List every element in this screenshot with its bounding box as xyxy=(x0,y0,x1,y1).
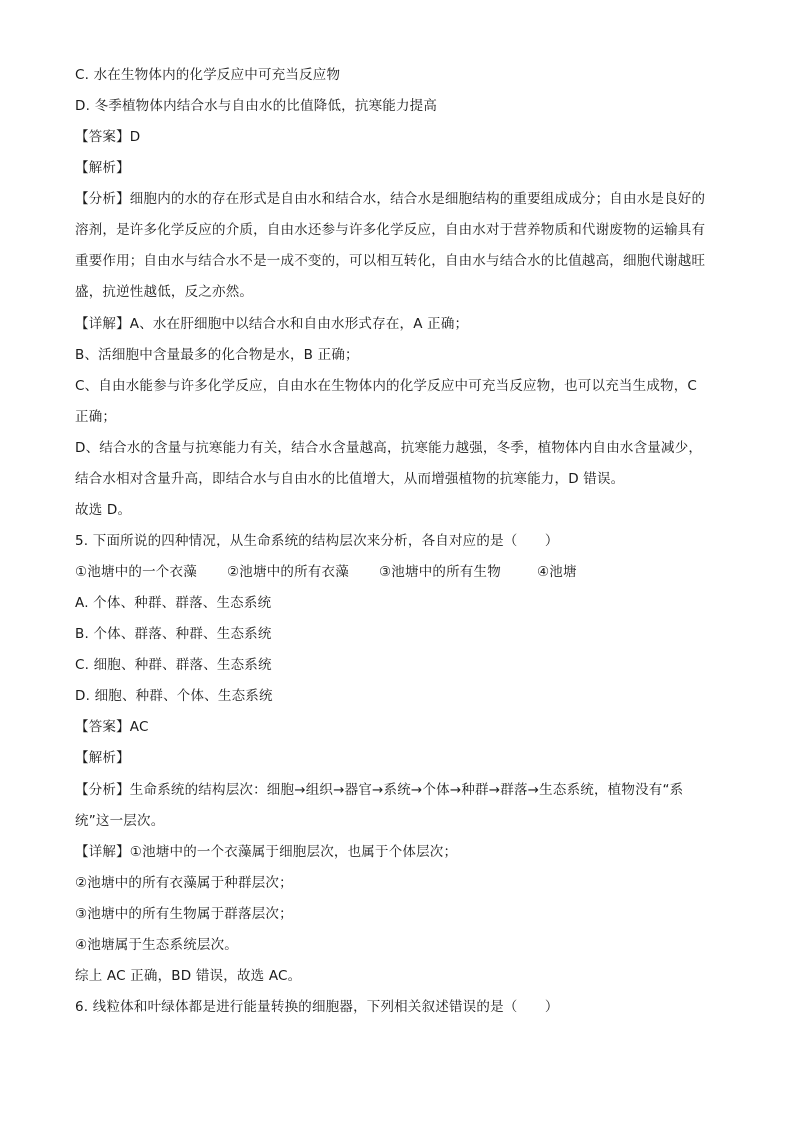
detail-line: 【详解】①池塘中的一个衣藻属于细胞层次，也属于个体层次； xyxy=(75,844,458,860)
option-b-text: B. 个体、群落、种群、生态系统 xyxy=(75,626,272,642)
situation-item: ①池塘中的一个衣藻 xyxy=(75,564,197,580)
option-c-text: C. 水在生物体内的化学反应中可充当反应物 xyxy=(75,67,341,83)
answer-label: 【答案】AC xyxy=(75,719,149,735)
analysis-heading: 【解析】 xyxy=(75,160,130,176)
analysis-paragraph-line: 溶剂，是许多化学反应的介质，自由水还参与许多化学反应，自由水对于营养物质和代谢废物的运输具有 xyxy=(75,222,706,238)
option-a-text: A. 个体、种群、群落、生态系统 xyxy=(75,595,272,611)
question-6-stem: 6. 线粒体和叶绿体都是进行能量转换的细胞器，下列相关叙述错误的是（ ） xyxy=(75,999,559,1015)
analysis-paragraph-line: 统”这一层次。 xyxy=(75,813,165,829)
analysis-heading: 【解析】 xyxy=(75,750,130,766)
detail-line: D、结合水的含量与抗寒能力有关，结合水含量越高，抗寒能力越强，冬季，植物体内自由水含量减少， xyxy=(75,440,703,456)
conclusion-line: 故选 D。 xyxy=(75,502,132,518)
detail-line: 正确； xyxy=(75,409,117,425)
analysis-paragraph-line: 【分析】生命系统的结构层次：细胞→组织→器官→系统→个体→种群→群落→生态系统，植物没有“系 xyxy=(75,782,684,798)
situation-item: ②池塘中的所有衣藻 xyxy=(227,564,349,580)
option-c-text: C. 细胞、种群、群落、生态系统 xyxy=(75,657,272,673)
question-5-stem: 5. 下面所说的四种情况，从生命系统的结构层次来分析，各自对应的是（ ） xyxy=(75,533,559,549)
situation-item: ④池塘 xyxy=(537,564,577,580)
detail-line: 结合水相对含量升高，即结合水与自由水的比值增大，从而增强植物的抗寒能力，D 错误。 xyxy=(75,471,625,487)
detail-line: 【详解】A、水在肝细胞中以结合水和自由水形式存在，A 正确； xyxy=(75,316,469,332)
analysis-paragraph-line: 盛，抗逆性越低，反之亦然。 xyxy=(75,284,254,300)
situation-item: ③池塘中的所有生物 xyxy=(379,564,501,580)
option-d-text: D. 细胞、种群、个体、生态系统 xyxy=(75,688,273,704)
answer-label: 【答案】D xyxy=(75,129,141,145)
analysis-paragraph-line: 【分析】细胞内的水的存在形式是自由水和结合水，结合水是细胞结构的重要组成成分；自由水是良好的 xyxy=(75,191,706,207)
detail-line: ④池塘属于生态系统层次。 xyxy=(75,937,239,953)
detail-line: B、活细胞中含量最多的化合物是水，B 正确； xyxy=(75,347,359,363)
option-d-text: D. 冬季植物体内结合水与自由水的比值降低，抗寒能力提高 xyxy=(75,98,438,114)
analysis-paragraph-line: 重要作用；自由水与结合水不是一成不变的，可以相互转化，自由水与结合水的比值越高，细胞代谢越旺 xyxy=(75,253,706,269)
conclusion-line: 综上 AC 正确，BD 错误，故选 AC。 xyxy=(75,968,302,984)
detail-line: C、自由水能参与许多化学反应，自由水在生物体内的化学反应中可充当反应物，也可以充当生成物，C xyxy=(75,378,698,394)
question-5-situations xyxy=(75,562,725,582)
detail-line: ③池塘中的所有生物属于群落层次； xyxy=(75,906,293,922)
detail-line: ②池塘中的所有衣藻属于种群层次； xyxy=(75,875,293,891)
